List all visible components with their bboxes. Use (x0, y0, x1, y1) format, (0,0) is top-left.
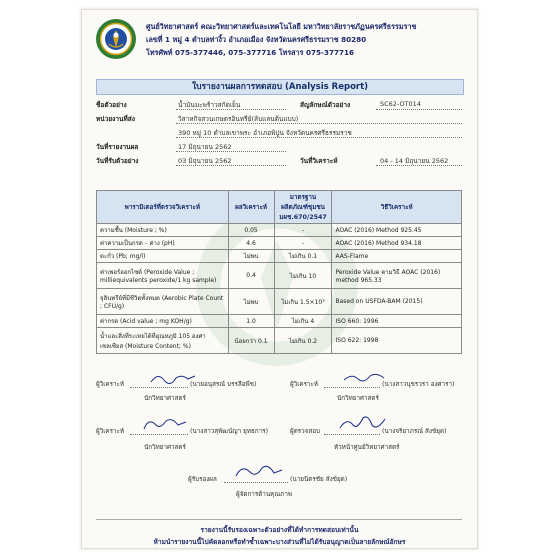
cell-method: AAS-Flame (332, 250, 462, 263)
signer-5-role: ผู้รับรองผล (188, 476, 217, 483)
signature-ink-3 (140, 415, 190, 433)
cell-standard: ไม่เกิน 0.2 (274, 328, 332, 354)
signature-line (324, 387, 380, 388)
agency-name: วิสาหกิจสวนเกษตรอินทรีย์(ลับแลนต้นแบบ) (178, 115, 299, 123)
cell-method: Based on USFDA-BAM (2015) (332, 289, 462, 315)
cell-result: 1.0 (228, 315, 274, 328)
underline (376, 165, 462, 166)
cell-standard: - (274, 224, 332, 237)
sample-code: SC62-OT014 (380, 100, 421, 108)
sample-name: น้ำมันมะพร้าวสกัดเย็น (178, 101, 241, 109)
signature-line (324, 434, 380, 435)
table-row (97, 250, 462, 263)
receive-date-label: วันที่รับตัวอย่าง (96, 157, 139, 165)
cell-method: AOAC (2016) Method 934.18 (332, 237, 462, 250)
signer-2-name: (นางสาวนุชรวรา องศารา) (382, 381, 455, 388)
signer-2-title: นักวิทยาศาสตร์ (337, 395, 379, 402)
col-header-standard: มาตรฐาน ผลิตภัณฑ์ชุมชน มผช.670/2547 (274, 191, 332, 224)
footer-divider (96, 519, 462, 520)
cell-parameter: จุลินทรีย์ที่มีชีวิตทั้งหมด (Aerobic Plate Count ; CFU/g) (97, 289, 229, 315)
analysis-date: 04 - 14 มิถุนายน 2562 (380, 157, 449, 165)
table-row (97, 263, 462, 289)
signer-3-role: ผู้วิเคราะห์ (96, 428, 125, 435)
cell-parameter: ค่ากรด (Acid value ; mg KOH/g) (97, 315, 229, 328)
underline (176, 137, 462, 138)
header-contact: โทรศัพท์ 075-377446, 075-377716 โทรสาร 075-377716 (146, 48, 354, 57)
analysis-date-label: วันที่วิเคราะห์ (300, 157, 338, 165)
signer-4-title: หัวหน้าศูนย์วิทยาศาสตร์ (334, 444, 400, 451)
cell-parameter: ตะกั่ว (Pb; mg/l) (97, 250, 229, 263)
footer-note-1: รายงานนี้รับรองเฉพาะตัวอย่างที่ได้ทำการทดสอบเท่านั้น (200, 526, 359, 534)
university-seal-icon (95, 18, 137, 60)
underline (176, 165, 286, 166)
table-row (97, 315, 462, 328)
cell-method: AOAC (2016) Method 925.45 (332, 224, 462, 237)
cell-standard: ไม่เกิน 0.1 (274, 250, 332, 263)
underline (376, 109, 462, 110)
col-header-method: วิธีวิเคราะห์ (332, 191, 462, 224)
report-title: ใบรายงานผลการทดสอบ (Analysis Report) (96, 79, 464, 95)
cell-parameter: ค่าความเป็นกรด – ด่าง (pH) (97, 237, 229, 250)
signature-line (130, 434, 188, 435)
signature-line (130, 387, 188, 388)
signature-line (224, 482, 288, 483)
signer-5-title: ผู้จัดการด้านคุณภาพ (236, 491, 293, 498)
header-org-name: ศูนย์วิทยาศาสตร์ คณะวิทยาศาสตร์และเทคโนโลยี มหาวิทยาลัยราชภัฏนครศรีธรรมราช (146, 22, 417, 31)
sample-code-label: สัญลักษณ์ตัวอย่าง (300, 101, 351, 109)
cell-parameter: ค่าเพอร์ออกไซด์ (Peroxide Value ; milliequivalents peroxide/1 kg sample) (97, 263, 229, 289)
footer-note-2: ห้ามนำรายงานนี้ไปคัดลอกหรือทำซ้ำเฉพาะบางส่วนที่ไม่ได้รับอนุญาตเป็นลายลักษณ์อักษร (153, 538, 406, 546)
signer-3-name: (นางสาวสุพัฒน์ญา ยุทธการ) (190, 428, 269, 435)
cell-parameter: ความชื้น (Moisture ; %) (97, 224, 229, 237)
signer-4-role: ผู้ตรวจสอบ (290, 428, 321, 435)
agency-address: 390 หมู่ 10 ตำบลเขาพระ อำเภอพิปูน จังหวัดนครศรีธรรมราช (178, 129, 352, 137)
signer-1-role: ผู้วิเคราะห์ (96, 381, 125, 388)
cell-method: Peroxide Value ตามวิธี AOAC (2016) method 965.33 (332, 263, 462, 289)
cell-result: ไม่พบ (228, 250, 274, 263)
receive-date: 03 มิถุนายน 2562 (178, 157, 232, 165)
col-header-result: ผลวิเคราะห์ (228, 191, 274, 224)
cell-result: น้อยกว่า 0.1 (228, 328, 274, 354)
cell-result: 4.6 (228, 237, 274, 250)
header-address: เลขที่ 1 หมู่ 4 ตำบลท่างิ้ว อำเภอเมือง จังหวัดนครศรีธรรมราช 80280 (146, 35, 367, 44)
underline (176, 123, 462, 124)
cell-result: 0.05 (228, 224, 274, 237)
cell-parameter: น้ำและสิ่งที่ระเหยได้ที่อุณหภูมิ 105 องศาเซลเซียส (Moisture Content; %) (97, 328, 229, 354)
cell-standard: - (274, 237, 332, 250)
table-row (97, 328, 462, 354)
signer-1-name: (นายอนุสรณ์ บรรลือพืช) (190, 381, 257, 388)
report-sheet (81, 9, 478, 549)
cell-standard: ไม่เกิน 4 (274, 315, 332, 328)
table-row (97, 289, 462, 315)
report-date: 17 มิถุนายน 2562 (178, 143, 232, 151)
report-date-label: วันที่รายงานผล (96, 143, 139, 151)
table-header-row (97, 191, 462, 224)
signer-5-name: (นายนิตรชัย สังข์ยุด) (290, 476, 348, 483)
cell-result: 0.4 (228, 263, 274, 289)
cell-method: ISO 660: 1996 (332, 315, 462, 328)
results-table (96, 190, 462, 354)
table-row (97, 237, 462, 250)
signature-ink-5 (232, 462, 286, 482)
underline (176, 151, 286, 152)
sample-name-label: ชื่อตัวอย่าง (96, 101, 127, 109)
agency-label: หน่วยงานที่ส่ง (96, 115, 135, 123)
cell-standard: ไม่เกิน 10 (274, 263, 332, 289)
cell-standard: ไม่เกิน 1.5×10³ (274, 289, 332, 315)
signer-1-title: นักวิทยาศาสตร์ (144, 395, 186, 402)
cell-result: ไม่พบ (228, 289, 274, 315)
cell-method: ISO 622: 1998 (332, 328, 462, 354)
underline (176, 109, 286, 110)
col-header-parameter: พารามิเตอร์ที่ตรวจวิเคราะห์ (97, 191, 229, 224)
signer-3-title: นักวิทยาศาสตร์ (144, 444, 186, 451)
table-row (97, 224, 462, 237)
signer-2-role: ผู้วิเคราะห์ (290, 381, 319, 388)
signer-4-name: (นางจริยาภรณ์ สังข์ยุด) (382, 428, 447, 435)
